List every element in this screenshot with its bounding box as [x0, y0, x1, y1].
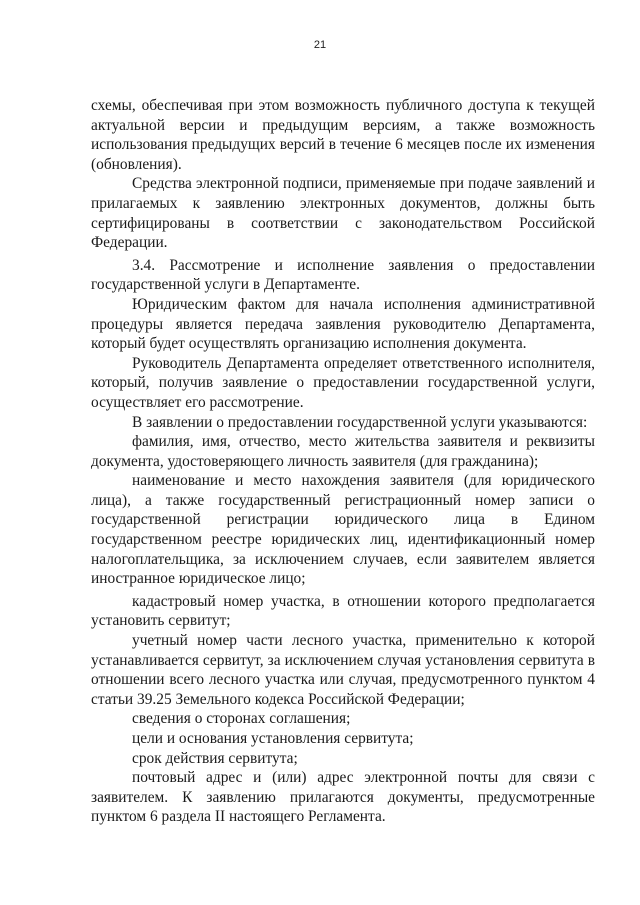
paragraph: Руководитель Департамента определяет ответственного исполнителя, который, получив заявление о предоставлении государственной услуги, осуществляет его рассмотрение. — [91, 354, 595, 411]
list-item: цели и основания установления сервитута; — [132, 730, 414, 747]
list-item: сведения о сторонах соглашения; — [132, 710, 351, 728]
paragraph: схемы, обеспечивая при этом возможность публичного доступа к текущей актуальной версии и предыдущим версиям, а также возможность использования предыдущих версий в течение 6 месяцев после их изменения (обновления). — [91, 97, 595, 173]
list-item: срок действия сервитута; — [132, 749, 298, 767]
list-item: фамилия, имя, отчество, место жительства заявителя и реквизиты документа, удостоверяющего личность заявителя (для гражданина); — [91, 433, 595, 470]
page-number: 21 — [313, 39, 327, 51]
paragraph: Средства электронной подписи, применяемые при подаче заявлений и прилагаемых к заявлению электронных документов, должны быть сертифицированы в соответствии с законодательством Российской Федерации. — [91, 175, 595, 252]
list-item: почтовый адрес и (или) адрес электронной почты для связи с заявителем. К заявлению прилагаются документы, предусмотренные пунктом 6 раздела II настоящего Регламента. — [91, 769, 595, 826]
document-body — [91, 96, 595, 827]
paragraph: В заявлении о предоставлении государственной услуги указываются: — [132, 413, 588, 431]
paragraph: Юридическим фактом для начала исполнения административной процедуры является передача заявления руководителю Департамента, который будет осуществлять организацию исполнения документа. — [91, 295, 595, 353]
list-item: наименование и место нахождения заявителя (для юридического лица), а также государственный регистрационный номер записи о государственной регистрации юридического лица в Едином государственном реестре юридических лиц, идентификационный номер налогоплательщика, за исключением случаев, если заявителем является иностранное юридическое лицо; — [91, 472, 595, 588]
list-item: кадастровый номер участка, в отношении которого предполагается установить сервитут; — [91, 592, 595, 630]
list-item: учетный номер части лесного участка, применительно к которой устанавливается сервитут, за исключением случая установления сервитута в отношении всего лесного участка или случая, предусмотренного пунктом 4 статьи 39.25 Земельного кодекса Российской Федерации; — [91, 632, 595, 708]
section-heading: 3.4. Рассмотрение и исполнение заявления о предоставлении государственной услуги в Департаменте. — [91, 256, 595, 294]
